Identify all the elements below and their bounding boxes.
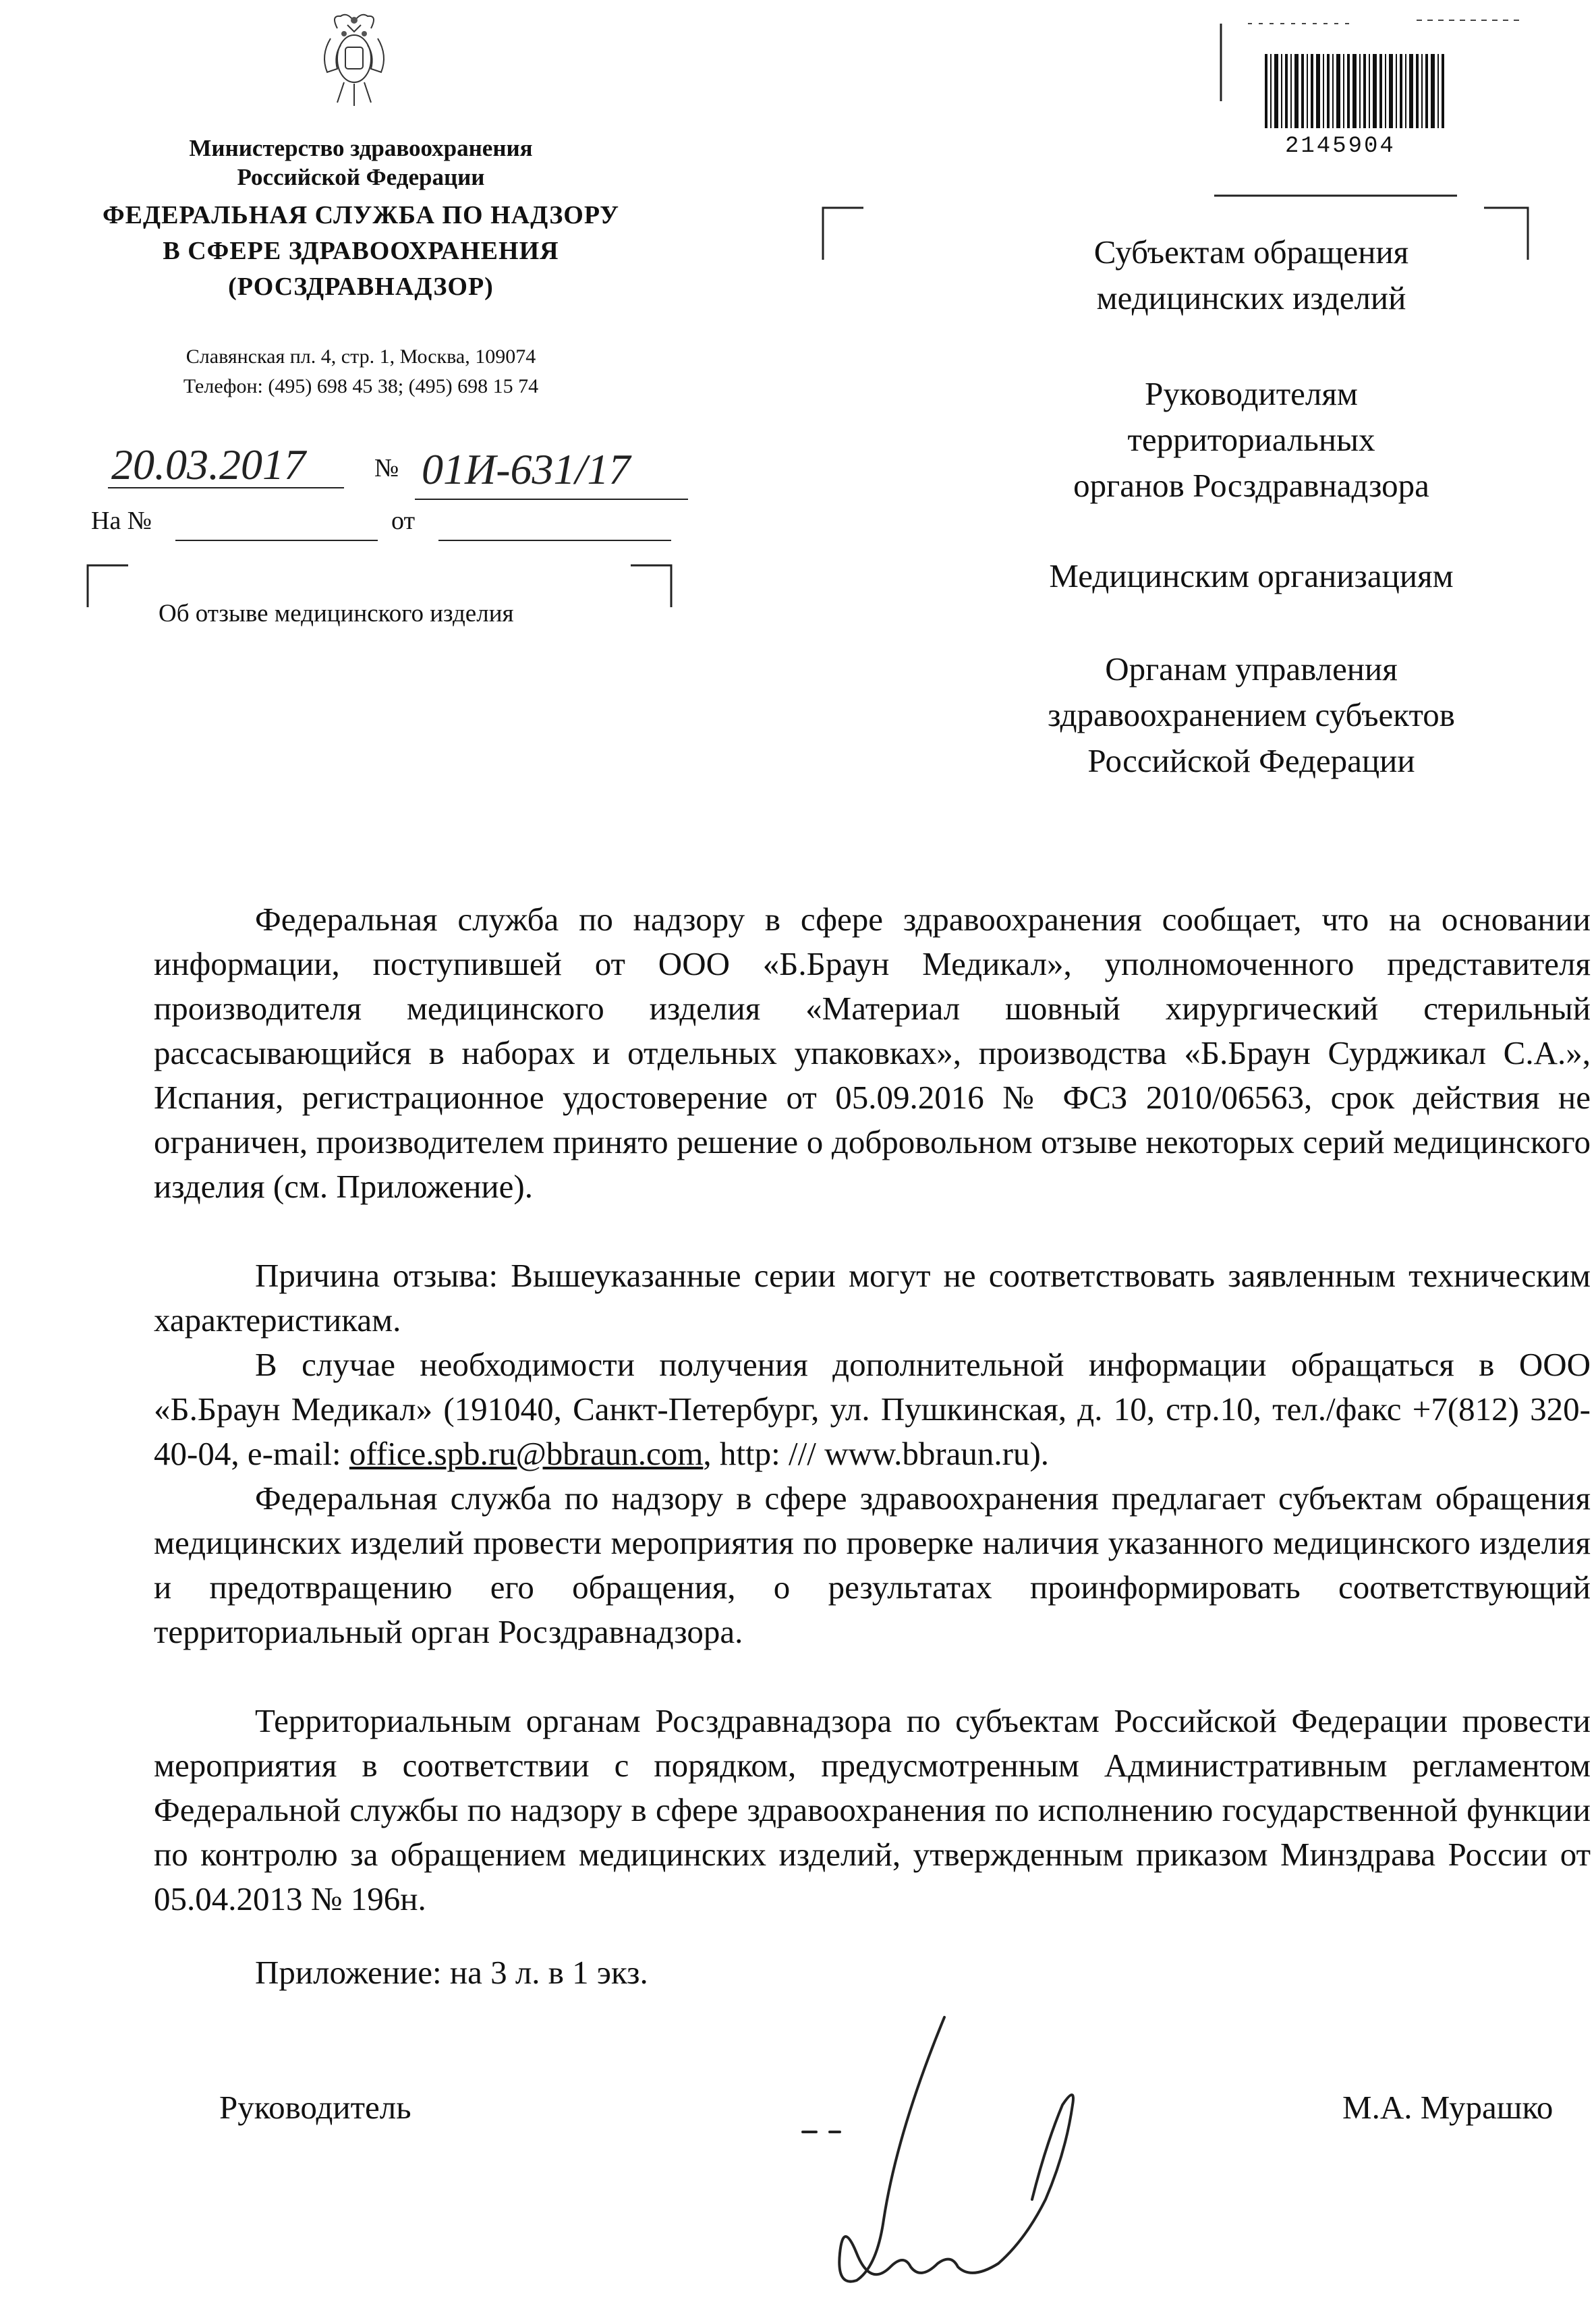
recipient-2-line1: Руководителям bbox=[1145, 375, 1358, 412]
handwritten-registration-number bbox=[411, 435, 695, 516]
letter-subject: Об отзыве медицинского изделия bbox=[159, 600, 514, 627]
recipient-1-line1: Субъектам обращения bbox=[1093, 233, 1409, 271]
body-paragraph-1: Федеральная служба по надзору в сфере здравоохранения сообщает, что на основании информации, поступившей от ООО «Б.Браун Медикал», уполномоченного представителя производителя медицинского изделия «Материал шовный хирургический стерильный рассасывающийся в наборах и отдельных упаковках», производства «Б.Браун Сурджикал С.А.», Испания, регистрационное удостоверение от 05.09.2016 № ФСЗ 2010/06563, срок действия не ограничен, производителем принято решение о добровольном отзыве некоторых серий медицинского изделия (см. Приложение). bbox=[154, 901, 1591, 1205]
recipient-2-line2: территориальных bbox=[1127, 421, 1375, 458]
body-paragraph-3 bbox=[154, 1343, 1591, 1476]
reply-number-blank bbox=[175, 540, 378, 541]
handwritten-signature bbox=[776, 1997, 1113, 2301]
recipient-1-line2: медицинских изделий bbox=[1096, 279, 1406, 316]
office-phone: Телефон: (495) 698 45 38; (495) 698 15 74 bbox=[183, 375, 539, 397]
recipient-4-line2: здравоохранением субъектов bbox=[1048, 696, 1455, 733]
signatory-title: Руководитель bbox=[219, 2089, 411, 2126]
reply-date-blank bbox=[438, 540, 671, 541]
barcode-number: 2145904 bbox=[1285, 134, 1396, 159]
appendix-note: Приложение: на 3 л. в 1 экз. bbox=[255, 1954, 648, 1991]
handwritten-registration-date bbox=[105, 442, 347, 496]
recipient-3-line1: Медицинским организациям bbox=[1049, 557, 1454, 594]
coat-of-arms-emblem bbox=[317, 8, 391, 116]
recipient-2-line3: органов Росздравнадзора bbox=[1073, 467, 1429, 504]
signatory-name: М.А. Мурашко bbox=[1342, 2089, 1554, 2126]
svg-text:01И-631/17: 01И-631/17 bbox=[422, 445, 631, 493]
service-name-line3: (РОСЗДРАВНАДЗОР) bbox=[228, 273, 494, 301]
ministry-name-line1: Министерство здравоохранения bbox=[189, 135, 533, 161]
contact-text-end: , http: /// www.bbraun.ru). bbox=[703, 1435, 1050, 1472]
office-address: Славянская пл. 4, стр. 1, Москва, 109074 bbox=[186, 345, 536, 368]
recipient-4-line1: Органам управления bbox=[1105, 650, 1398, 687]
service-name-line2: В СФЕРЕ ЗДРАВООХРАНЕНИЯ bbox=[163, 237, 559, 265]
reply-number-label: На № bbox=[91, 507, 152, 535]
contact-text-start: В случае необходимости получения дополнительной информации обращаться в ООО «Б.Браун Медикал» (191040, Санкт-Петербург, ул. Пушкинская, д. 10, стр.10, тел./факс +7(812) 320-40-04, e-mail: bbox=[154, 1346, 1591, 1472]
body-paragraph-2: Причина отзыва: Вышеуказанные серии могут не соответствовать заявленным техническим характеристикам. bbox=[154, 1257, 1591, 1339]
barcode-image bbox=[1265, 51, 1447, 132]
body-paragraph-5: Территориальным органам Росздравнадзора по субъектам Российской Федерации провести мероприятия в соответствии с порядком, предусмотренным Административным регламентом Федеральной службы по надзору в сфере здравоохранения по исполнению государственной функции по контролю за обращением медицинских изделий, утвержденным приказом Минздрава России от 05.04.2013 № 196н. bbox=[154, 1702, 1591, 1917]
service-name-line1: ФЕДЕРАЛЬНАЯ СЛУЖБА ПО НАДЗОРУ bbox=[103, 201, 619, 229]
contact-email-link[interactable]: office.spb.ru@bbraun.com bbox=[349, 1435, 704, 1472]
reply-from-label: от bbox=[391, 507, 416, 535]
ministry-name-line2: Российской Федерации bbox=[237, 164, 485, 190]
number-sign: № bbox=[374, 454, 399, 482]
svg-text:20.03.2017: 20.03.2017 bbox=[111, 442, 306, 488]
recipient-4-line3: Российской Федерации bbox=[1087, 742, 1415, 779]
body-paragraph-4: Федеральная служба по надзору в сфере здравоохранения предлагает субъектам обращения медицинских изделий провести мероприятия по проверке наличия указанного медицинского изделия и предотвращению его обращения, о результатах проинформировать соответствующий территориальный орган Росздравнадзора. bbox=[154, 1480, 1591, 1650]
